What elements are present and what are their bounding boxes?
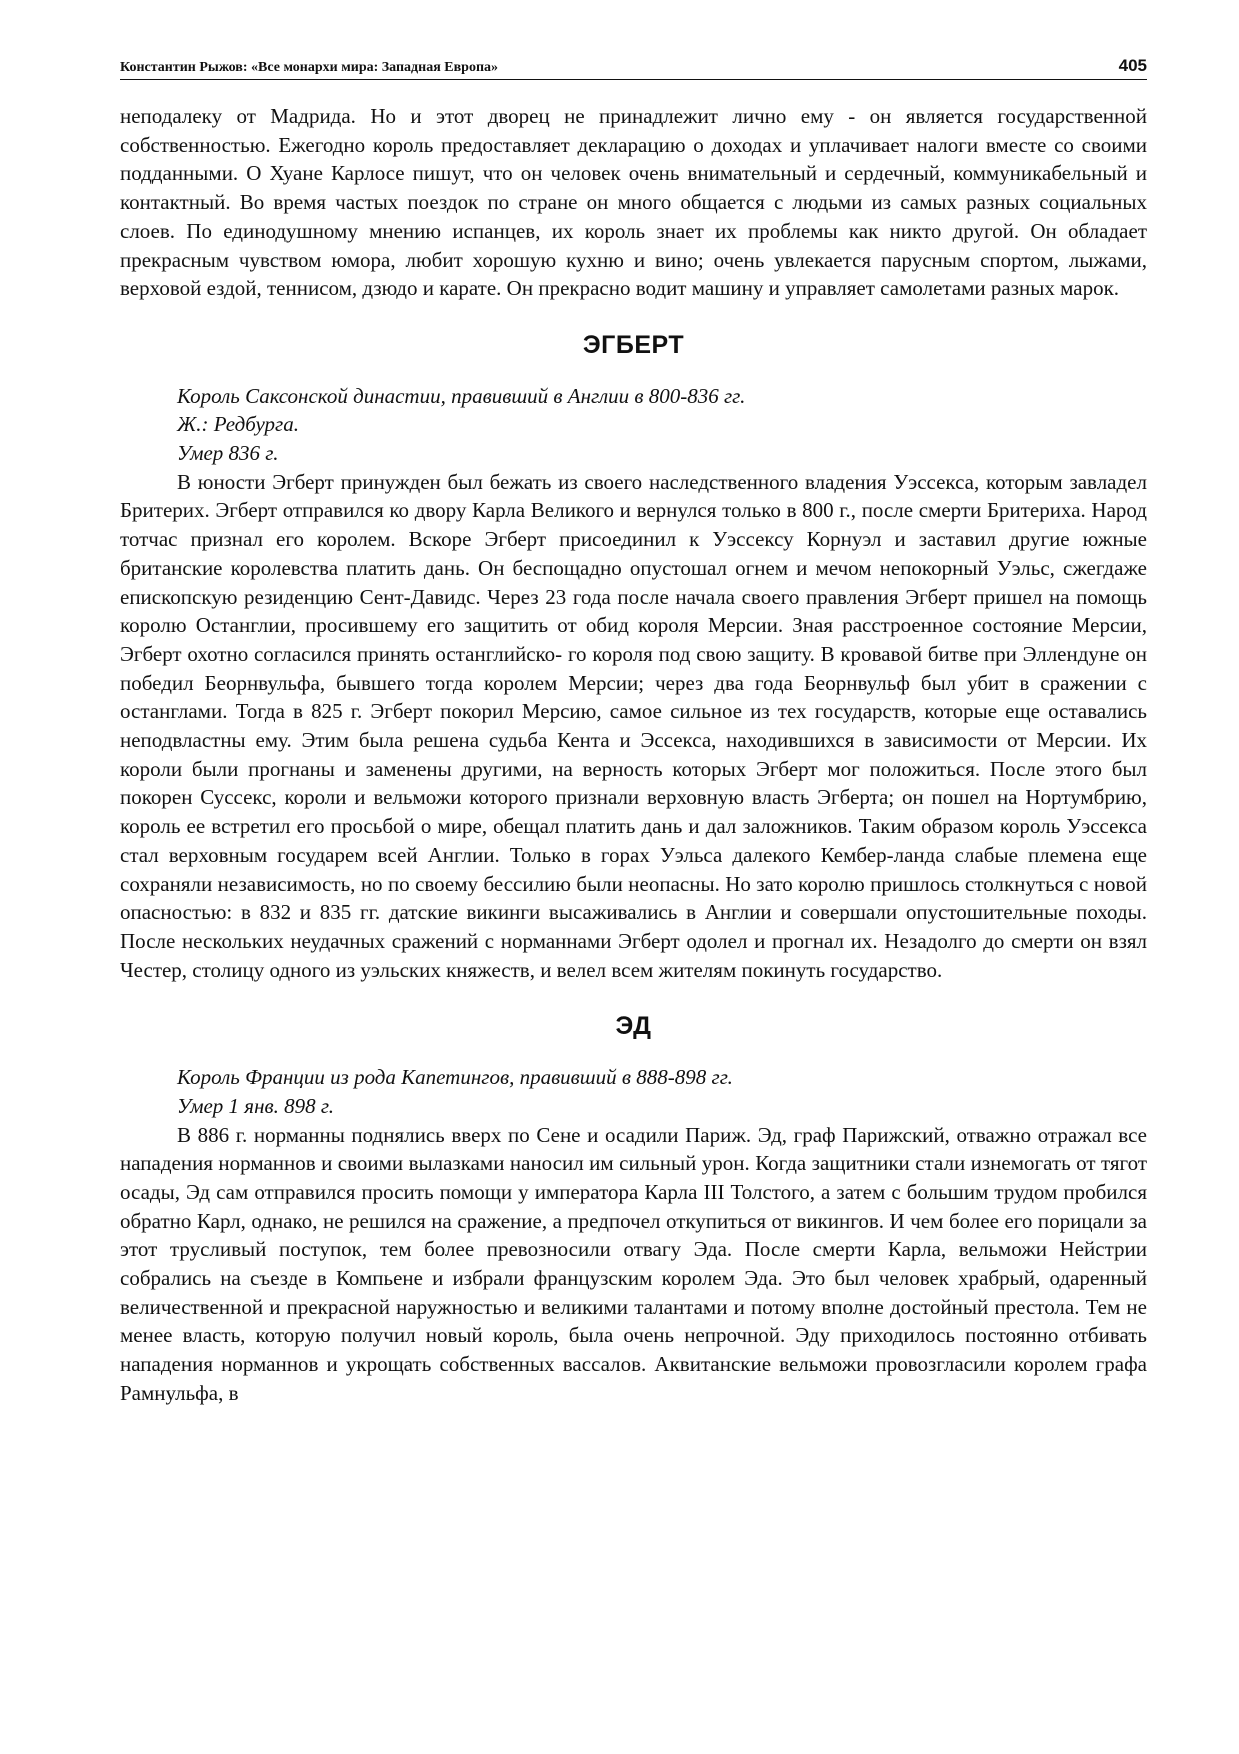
section-meta-line: Умер 1 янв. 898 г. — [177, 1093, 335, 1118]
page-body — [120, 102, 1147, 1408]
running-title: Константин Рыжов: «Все монархи мира: Западная Европа» — [120, 60, 499, 75]
section-text-ed: В 886 г. норманны поднялись вверх по Сене и осадили Париж. Эд, граф Парижский, отважно отражал все нападения норманнов и своими вылазками наносил им сильный урон. Когда защитники стали изнемогать от тягот осады, Эд сам отправился просить помощи у императора Карла III Толстого, а затем с большим трудом пробился обратно Карл, однако, не решился на сражение, а предпочел откупиться от викингов. И чем более его порицали за этот трусливый поступок, тем более превозносили отвагу Эда. После смерти Карла, вельможи Нейстрии собрались на съезде в Компьене и избрали французским королем Эда. Это был человек храбрый, одаренный величественной и прекрасной наружностью и великими талантами и потому вполне достойный престола. Тем не менее власть, которую получил новый король, была очень непрочной. Эду приходилось постоянно отбивать нападения норманнов и укрощать собственных вассалов. Аквитанские вельможи провозгласили королем графа Рамнульфа, в — [120, 1122, 1147, 1405]
intro-paragraph: неподалеку от Мадрида. Но и этот дворец не принадлежит лично ему - он является государственной собственностью. Ежегодно король предоставляет декларацию о доходах и уплачивает налоги вместе со своими подданными. О Хуане Карлосе пишут, что он человек очень внимательный и сердечный, коммуникабельный и контактный. Во время частых поездок по стране он много общается с людьми из самых разных социальных слоев. По единодушному мнению испанцев, их король знает их проблемы как никто другой. Он обладает прекрасным чувством юмора, любит хорошую кухню и вино; очень увлекается парусным спортом, лыжами, верховой ездой, теннисом, дзюдо и карате. Он прекрасно водит машину и управляет самолетами разных марок. — [120, 104, 1147, 301]
section-text-egbert: В юности Эгберт принужден был бежать из своего наследственного владения Уэссекса, которым завладел Бритерих. Эгберт отправился ко двору Карла Великого и вернулся только в 800 г., после смерти Бритериха. Народ тотчас признал его королем. Вскоре Эгберт присоединил к Уэссексу Корнуэл и заставил другие южные британские королевства платить дань. Он беспощадно опустошал огнем и мечом непокорный Уэльс, сжегдаже епископскую резиденцию Сент-Давидс. Через 23 года после начала своего правления Эгберт пришел на помощь королю Останглии, просившему его защитить от обид короля Мерсии. Зная расстроенное состояние Мерсии, Эгберт охотно согласился принять останглийско- го короля под свою защиту. В кровавой битве при Эллендуне он победил Беорнвульфа, бывшего тогда королем Мерсии; через два года Беорнвульф был убит в сражении с останглами. Тогда в 825 г. Эгберт покорил Мерсию, самое сильное из тех государств, которые еще оставались неподвластны ему. Этим была решена судьба Кента и Эссекса, находившихся в зависимости от Мерсии. Их короли были прогнаны и заменены другими, на верность которых Эгберт мог положиться. После этого был покорен Суссекс, короли и вельможи которого признали верховную власть Эгберта; он пошел на Нортумбрию, король ее встретил его просьбой о мире, обещал платить дань и дал заложников. Таким образом король Уэссекса стал верховным государем всей Англии. Только в горах Уэльса далекого Кембер-ланда слабые племена еще сохраняли независимость, но по своему бессилию были неопасны. Но зато королю пришлось столкнуться с новой опасностью: в 832 и 835 гг. датские викинги высаживались в Англии и совершали опустошительные походы. После нескольких неудачных сражений с норманнами Эгберт одолел и прогнал их. Незадолго до смерти он взял Честер, столицу одного из уэльских княжеств, и велел всем жителям покинуть государство. — [120, 469, 1147, 982]
running-header — [120, 56, 1147, 80]
section-title-egbert: ЭГБЕРТ — [582, 330, 685, 359]
section-meta-line: Ж.: Редбурга. — [177, 412, 299, 437]
page-number: 405 — [1118, 56, 1147, 75]
section-meta-line: Умер 836 г. — [177, 441, 279, 466]
section-title-ed: ЭД — [615, 1012, 652, 1041]
section-meta-line: Король Франции из рода Капетингов, правивший в 888-898 гг. — [177, 1065, 733, 1090]
section-meta-line: Король Саксонской династии, правивший в Англии в 800-836 гг. — [177, 383, 746, 408]
